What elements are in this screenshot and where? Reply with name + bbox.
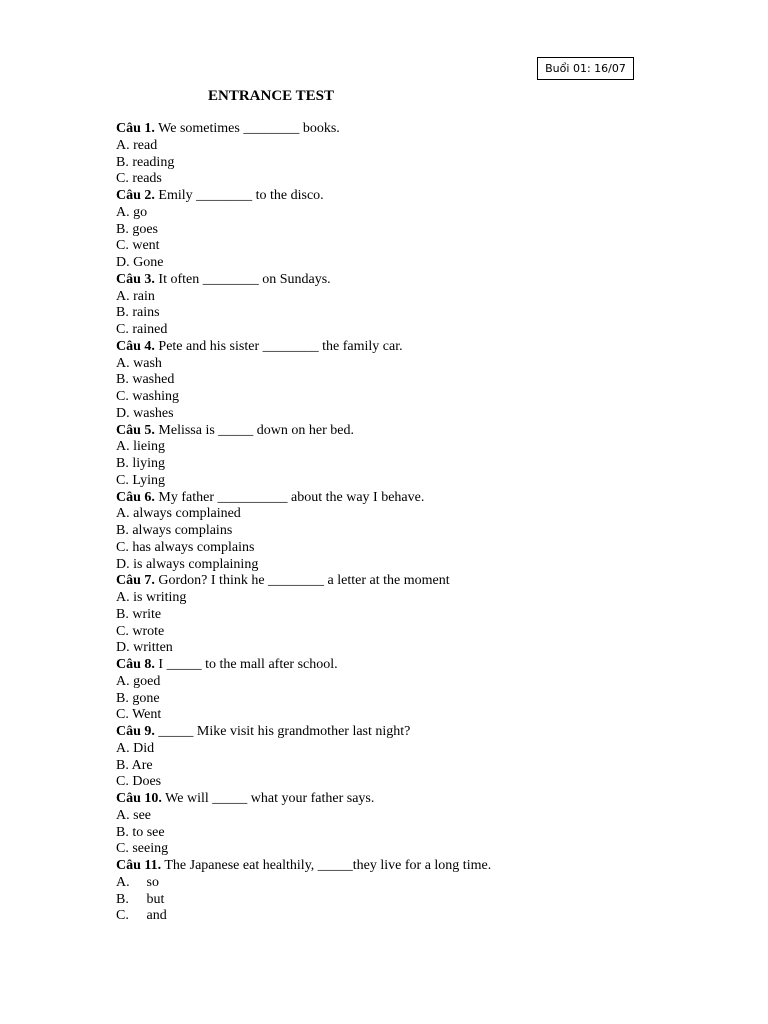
- question-text: We sometimes ________ books.: [158, 121, 340, 136]
- option-text: written: [133, 640, 173, 656]
- option-letter: B.: [116, 606, 129, 622]
- session-label-box: [537, 57, 634, 80]
- option-text: always complained: [133, 506, 241, 522]
- answer-option: [116, 707, 676, 724]
- option-text: reading: [132, 154, 175, 170]
- answer-option: [116, 389, 676, 406]
- option-text: Went: [132, 707, 162, 723]
- question-block: [116, 724, 676, 791]
- question-number: Câu 6.: [116, 489, 155, 505]
- option-letter: A.: [116, 439, 130, 455]
- question-text: Gordon? I think he ________ a letter at the moment: [158, 573, 450, 589]
- answer-option: [116, 774, 676, 791]
- question-line: [116, 339, 676, 356]
- answer-option: [116, 155, 676, 172]
- option-text: rained: [132, 322, 168, 337]
- option-letter: B.: [116, 757, 129, 773]
- question-line: [116, 858, 676, 875]
- option-letter: C.: [116, 841, 129, 857]
- option-letter: B.: [116, 154, 129, 170]
- option-letter: C.: [116, 774, 129, 790]
- option-text: Gone: [133, 255, 164, 270]
- answer-option: [116, 908, 676, 925]
- question-text: It often ________ on Sundays.: [158, 271, 331, 287]
- question-number: Câu 3.: [116, 271, 155, 287]
- answer-option: [116, 808, 676, 825]
- question-text: I _____ to the mall after school.: [158, 657, 338, 672]
- question-number: Câu 9.: [116, 724, 155, 739]
- option-text: has always complains: [132, 539, 255, 555]
- question-block: [116, 657, 676, 724]
- question-number: Câu 5.: [116, 422, 155, 438]
- session-label: Buổi 01: 16/07: [545, 62, 626, 75]
- option-letter: C.: [116, 472, 129, 488]
- option-text: write: [132, 606, 162, 622]
- question-list: [116, 121, 676, 925]
- option-text: washes: [133, 405, 174, 421]
- answer-option: [116, 523, 676, 540]
- option-text: wrote: [132, 623, 165, 639]
- option-letter: B.: [116, 824, 129, 840]
- option-text: rains: [132, 305, 160, 321]
- question-line: [116, 490, 676, 507]
- option-letter: B.: [116, 456, 129, 471]
- answer-option: [116, 322, 676, 339]
- answer-option: [116, 473, 676, 490]
- option-letter: C.: [116, 389, 129, 404]
- question-line: [116, 423, 676, 440]
- option-text: reads: [132, 171, 162, 187]
- answer-option: [116, 892, 676, 909]
- option-text: lieing: [133, 439, 166, 455]
- option-text: gone: [132, 690, 160, 706]
- answer-option: [116, 289, 676, 306]
- option-text: is always complaining: [133, 556, 259, 572]
- answer-option: [116, 171, 676, 188]
- option-text: but: [146, 891, 165, 907]
- option-text: go: [133, 204, 148, 220]
- option-letter: D.: [116, 556, 130, 572]
- answer-option: [116, 741, 676, 758]
- question-number: Câu 4.: [116, 338, 155, 354]
- answer-option: [116, 540, 676, 557]
- question-line: [116, 657, 676, 674]
- answer-option: [116, 590, 676, 607]
- answer-option: [116, 674, 676, 691]
- question-block: [116, 791, 676, 858]
- answer-option: [116, 255, 676, 272]
- option-letter: A.: [116, 355, 130, 371]
- option-text: liying: [132, 456, 166, 471]
- option-letter: D.: [116, 255, 130, 270]
- option-text: see: [133, 807, 152, 823]
- option-letter: A.: [116, 590, 130, 605]
- option-text: seeing: [132, 841, 169, 857]
- answer-option: [116, 607, 676, 624]
- option-text: and: [146, 908, 167, 924]
- option-letter: A.: [116, 137, 130, 153]
- option-letter: C.: [116, 238, 129, 254]
- answer-option: [116, 238, 676, 255]
- question-line: [116, 791, 676, 808]
- question-line: [116, 272, 676, 289]
- question-text: Melissa is _____ down on her bed.: [158, 422, 354, 438]
- option-letter: A.: [116, 807, 130, 823]
- option-letter: C.: [116, 539, 129, 555]
- option-letter: A.: [116, 673, 130, 689]
- answer-option: [116, 624, 676, 641]
- question-text: Emily ________ to the disco.: [158, 188, 324, 203]
- option-letter: A.: [116, 740, 130, 756]
- question-block: [116, 272, 676, 339]
- option-text: to see: [132, 824, 165, 840]
- answer-option: [116, 456, 676, 473]
- option-text: goes: [132, 221, 159, 237]
- option-letter: A.: [116, 288, 130, 304]
- option-text: Did: [133, 740, 155, 756]
- option-letter: B.: [116, 372, 129, 388]
- question-block: [116, 121, 676, 188]
- answer-option: [116, 557, 676, 574]
- question-number: Câu 7.: [116, 573, 155, 589]
- option-letter: B.: [116, 523, 129, 538]
- answer-option: [116, 439, 676, 456]
- question-line: [116, 573, 676, 590]
- answer-option: [116, 138, 676, 155]
- answer-option: [116, 356, 676, 373]
- option-text: Lying: [132, 472, 166, 488]
- option-letter: C.: [116, 623, 129, 639]
- option-letter: B.: [116, 891, 129, 907]
- option-letter: C.: [116, 908, 129, 924]
- answer-option: [116, 406, 676, 423]
- option-text: read: [133, 137, 158, 153]
- question-number: Câu 2.: [116, 188, 155, 203]
- answer-option: [116, 222, 676, 239]
- answer-option: [116, 506, 676, 523]
- question-number: Câu 8.: [116, 657, 155, 672]
- question-text: My father __________ about the way I behave.: [158, 489, 425, 505]
- option-letter: B.: [116, 690, 129, 706]
- option-text: washing: [132, 389, 180, 404]
- option-text: rain: [133, 288, 155, 304]
- option-text: goed: [133, 673, 161, 689]
- answer-option: [116, 640, 676, 657]
- question-line: [116, 121, 676, 138]
- option-letter: C.: [116, 707, 129, 723]
- option-letter: C.: [116, 322, 129, 337]
- question-number: Câu 1.: [116, 121, 155, 136]
- option-text: Does: [132, 774, 162, 790]
- answer-option: [116, 841, 676, 858]
- option-letter: B.: [116, 221, 129, 237]
- option-letter: D.: [116, 640, 130, 656]
- question-text: Pete and his sister ________ the family car.: [158, 338, 403, 354]
- option-text: Are: [131, 757, 153, 773]
- answer-option: [116, 758, 676, 775]
- question-line: [116, 724, 676, 741]
- answer-option: [116, 372, 676, 389]
- question-text: We will _____ what your father says.: [165, 791, 375, 806]
- option-letter: A.: [116, 506, 130, 522]
- answer-option: [116, 875, 676, 892]
- question-number: Câu 11.: [116, 858, 162, 873]
- page-title: ENTRANCE TEST: [208, 88, 335, 104]
- question-number: Câu 10.: [116, 791, 162, 806]
- question-block: [116, 490, 676, 574]
- option-text: washed: [132, 372, 175, 388]
- question-block: [116, 188, 676, 272]
- option-letter: D.: [116, 405, 130, 421]
- question-block: [116, 573, 676, 657]
- option-letter: B.: [116, 305, 129, 321]
- answer-option: [116, 825, 676, 842]
- option-text: always complains: [132, 523, 233, 538]
- question-block: [116, 423, 676, 490]
- answer-option: [116, 205, 676, 222]
- answer-option: [116, 691, 676, 708]
- option-text: wash: [133, 355, 162, 371]
- question-block: [116, 858, 676, 925]
- question-text: The Japanese eat healthily, _____they live for a long time.: [164, 858, 492, 873]
- option-text: went: [132, 238, 160, 254]
- option-text: is writing: [133, 590, 187, 605]
- option-letter: C.: [116, 171, 129, 187]
- answer-option: [116, 305, 676, 322]
- question-block: [116, 339, 676, 423]
- question-line: [116, 188, 676, 205]
- option-letter: A.: [116, 874, 130, 890]
- option-letter: A.: [116, 204, 130, 220]
- question-text: _____ Mike visit his grandmother last night?: [158, 724, 411, 739]
- option-text: so: [146, 874, 159, 890]
